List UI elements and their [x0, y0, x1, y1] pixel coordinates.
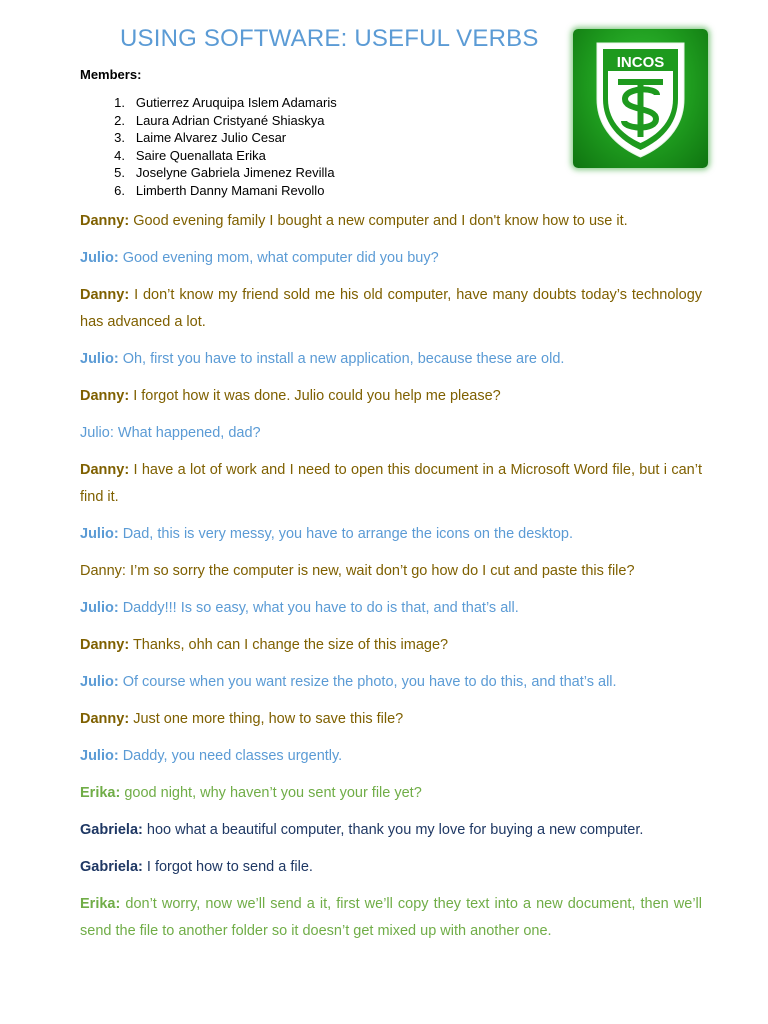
dialogue-text: Dad, this is very messy, you have to arrange the icons on the desktop. [122, 526, 573, 542]
member-name: Saire Quenallata Erika [135, 147, 266, 163]
speaker-name: Erika: [80, 896, 121, 912]
member-number: 2. [114, 112, 125, 128]
dialogue-text: good night, why haven’t you sent your file yet? [124, 785, 422, 801]
speaker-name: Danny: [80, 563, 126, 579]
dialogue-line [80, 632, 702, 659]
dialogue-text: Daddy!!! Is so easy, what you have to do is that, and that’s all. [122, 600, 519, 616]
member-name: Gutierrez Aruquipa Islem Adamaris [135, 95, 337, 110]
member-item [80, 182, 337, 200]
dialogue-text: Thanks, ohh can I change the size of this image? [132, 637, 449, 653]
dialogue-text: Daddy, you need classes urgently. [122, 748, 343, 764]
speaker-name: Gabriela: [80, 822, 143, 838]
dialogue-line [80, 383, 702, 410]
speaker-name: Julio: [80, 351, 119, 367]
dialogue-line [80, 282, 702, 336]
dialogue-text: I have a lot of work and I need to open this document in a Microsoft Word file, but i can’t find it. [80, 462, 702, 505]
logo-text: INCOS [616, 54, 665, 71]
logo-graphic [573, 29, 708, 168]
member-item [80, 94, 337, 112]
dialogue-line [80, 457, 702, 511]
dialogue-text: I’m so sorry the computer is new, wait don’t go how do I cut and paste this file? [129, 563, 635, 579]
member-name: Laime Alvarez Julio Cesar [135, 130, 287, 145]
dialogue-text: hoo what a beautiful computer, thank you my love for buying a new computer. [146, 822, 644, 838]
dialogue-line [80, 706, 702, 733]
members-list [80, 94, 337, 199]
page-title: USING SOFTWARE: USEFUL VERBS [120, 25, 539, 52]
speaker-name: Erika: [80, 785, 121, 801]
dialogue-line [80, 595, 702, 622]
speaker-name: Danny: [80, 388, 130, 404]
dialogue-text: I forgot how to send a file. [146, 859, 313, 875]
speaker-name: Danny: [80, 637, 130, 653]
speaker-name: Danny: [80, 213, 130, 229]
speaker-name: Julio: [80, 674, 119, 690]
dialogue-text: Of course when you want resize the photo, you have to do this, and that’s all. [122, 674, 617, 690]
speaker-name: Danny: [80, 287, 130, 303]
dialogue-line [80, 521, 702, 548]
member-name: Joselyne Gabriela Jimenez Revilla [135, 165, 335, 180]
dialogue [80, 208, 702, 955]
speaker-name: Danny: [80, 462, 130, 478]
member-name: Laura Adrian Cristyané Shiaskya [135, 112, 325, 128]
dialogue-line [80, 245, 702, 272]
dialogue-line [80, 558, 702, 585]
speaker-name: Julio: [80, 425, 114, 441]
member-number: 4. [114, 147, 125, 163]
dialogue-text: Just one more thing, how to save this file? [133, 711, 404, 727]
member-name: Limberth Danny Mamani Revollo [135, 182, 325, 198]
dialogue-text: Good evening mom, what computer did you buy? [122, 250, 439, 266]
dialogue-line [80, 743, 702, 770]
member-number: 5. [114, 165, 125, 180]
speaker-name: Julio: [80, 600, 119, 616]
incos-shield-logo-icon [573, 29, 708, 168]
member-number: 3. [114, 130, 125, 145]
dialogue-line [80, 817, 702, 844]
speaker-name: Danny: [80, 711, 130, 727]
member-item [80, 164, 337, 182]
dialogue-line [80, 854, 702, 881]
member-number: 6. [114, 182, 125, 198]
dialogue-line [80, 208, 702, 235]
dialogue-line [80, 780, 702, 807]
dialogue-line [80, 420, 702, 447]
dialogue-line [80, 891, 702, 945]
dialogue-text: What happened, dad? [117, 425, 261, 441]
dialogue-line [80, 346, 702, 373]
member-item [80, 147, 337, 165]
members-label: Members: [80, 67, 142, 82]
speaker-name: Julio: [80, 250, 119, 266]
dialogue-text: Oh, first you have to install a new application, because these are old. [122, 351, 565, 367]
dialogue-text: I forgot how it was done. Julio could you help me please? [133, 388, 501, 404]
dialogue-line [80, 669, 702, 696]
speaker-name: Gabriela: [80, 859, 143, 875]
speaker-name: Julio: [80, 526, 119, 542]
member-item [80, 112, 337, 130]
member-item [80, 129, 337, 147]
member-number: 1. [114, 95, 125, 110]
dialogue-text: Good evening family I bought a new computer and I don't know how to use it. [133, 213, 628, 229]
dialogue-text: don’t worry, now we’ll send a it, first we’ll copy they text into a new document, then we’ll send the file to another folder so it doesn’t get mixed up with another one. [80, 896, 702, 939]
speaker-name: Julio: [80, 748, 119, 764]
dialogue-text: I don’t know my friend sold me his old computer, have many doubts today’s technology has advanced a lot. [80, 287, 703, 330]
